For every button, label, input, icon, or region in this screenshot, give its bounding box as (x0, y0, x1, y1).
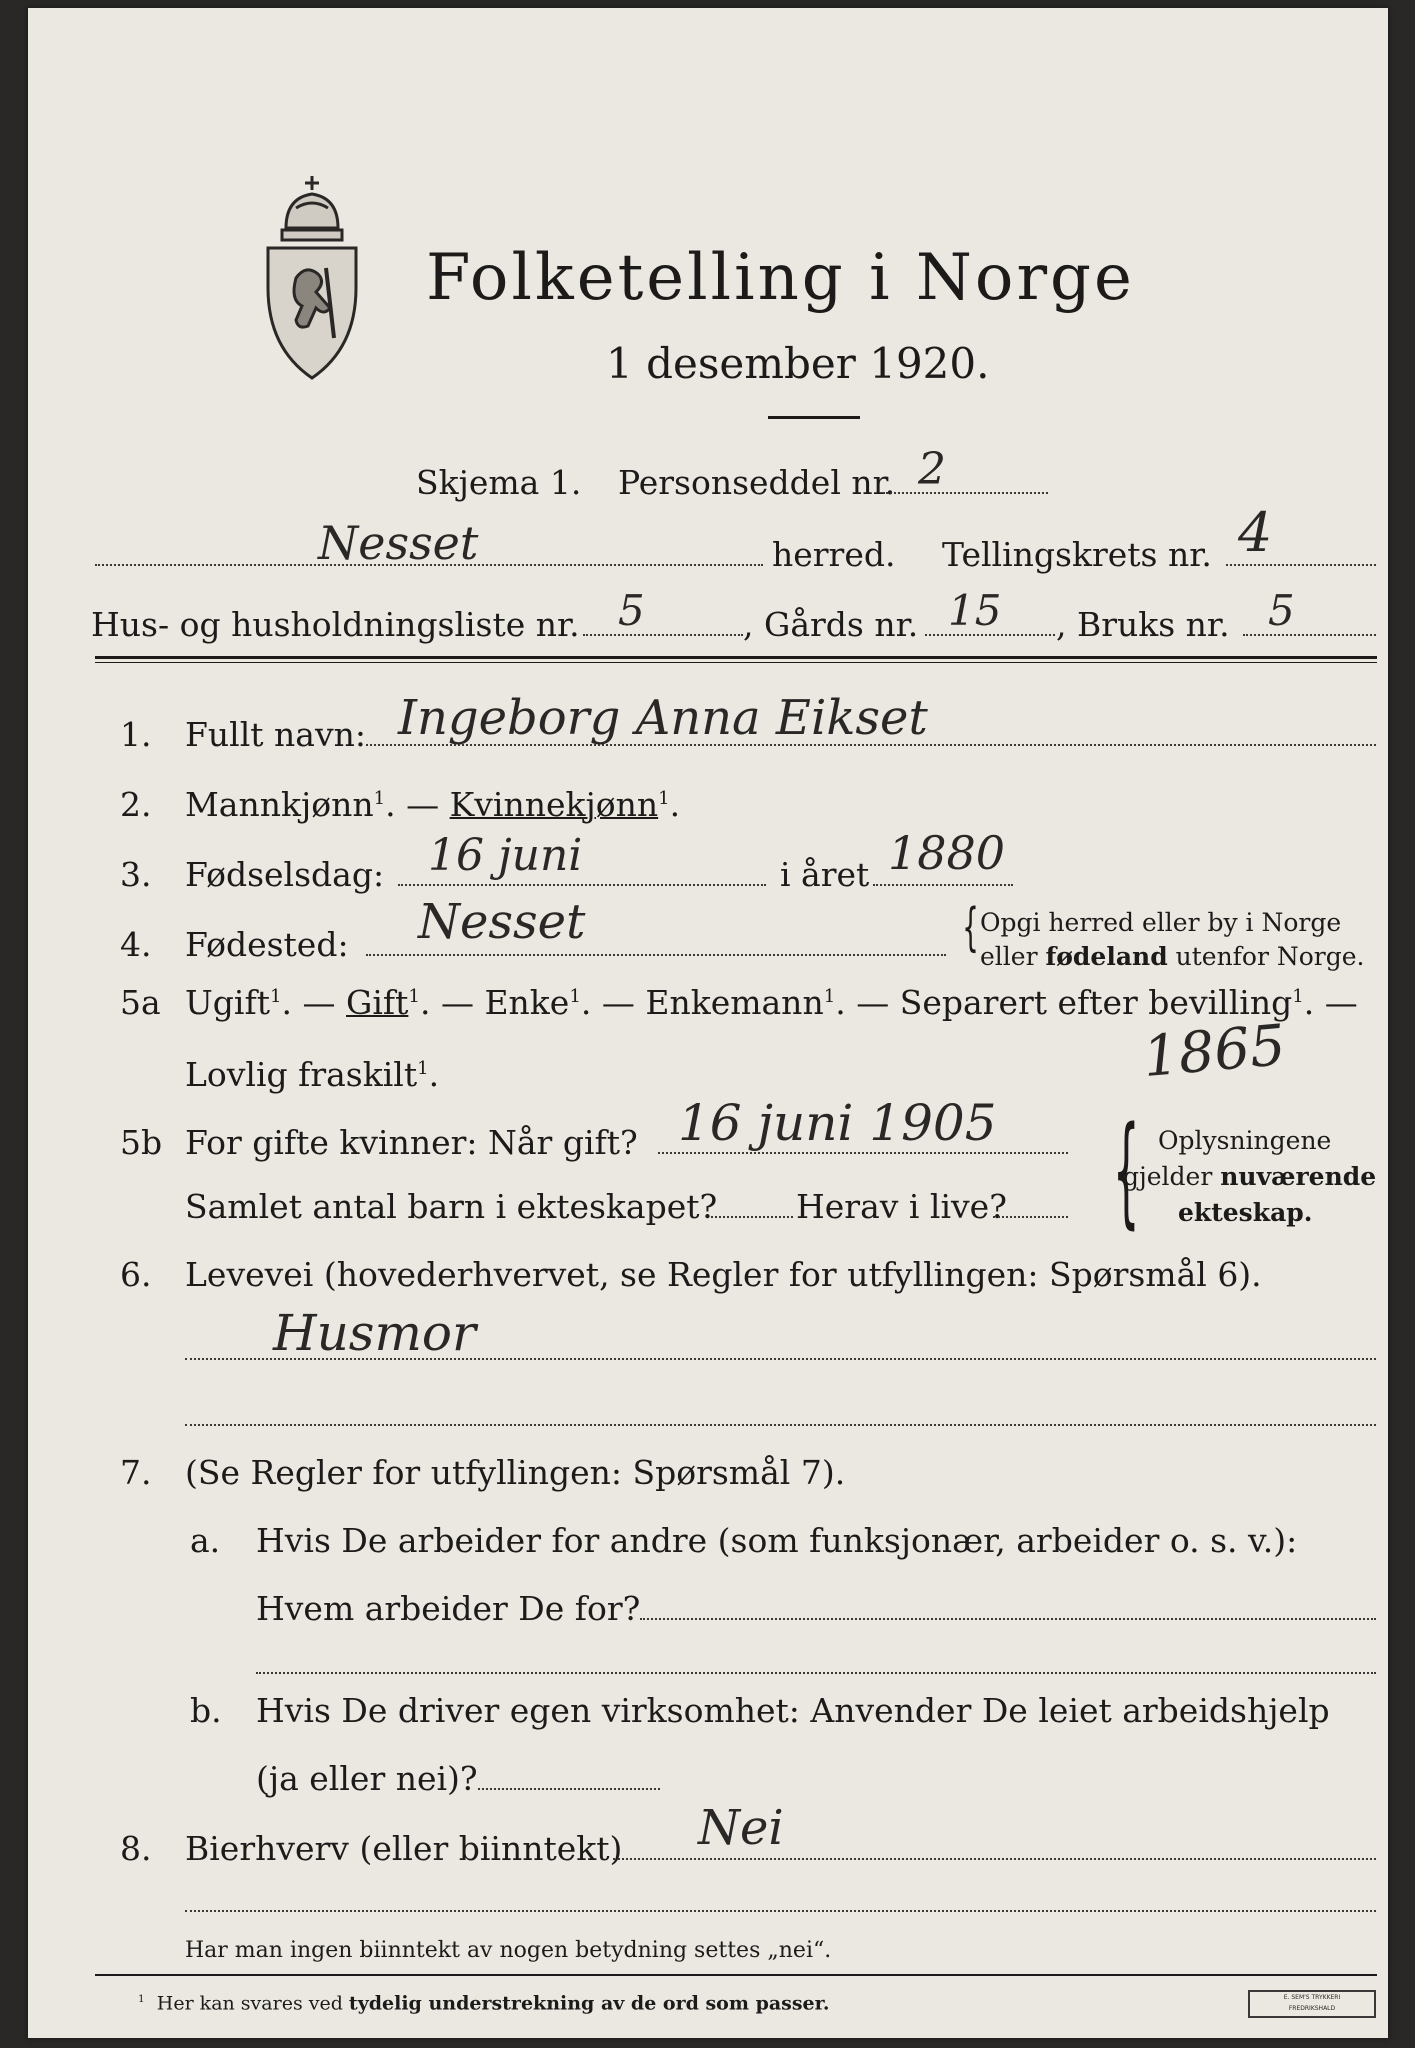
footnote-ref: 1 (569, 986, 581, 1007)
q4-note-pre: eller (980, 942, 1038, 971)
q4-number: 4. (120, 925, 152, 964)
header-divider-thin (95, 662, 1377, 663)
q3-aaret-value[interactable]: 1880 (888, 826, 1006, 880)
q7a-label: Hvis De arbeider for andre (som funksjonær, arbeider o. s. v.): (256, 1521, 1298, 1560)
q5b-note2-bold: nuværende (1220, 1162, 1377, 1191)
q7-label: (Se Regler for utfyllingen: Spørsmål 7). (185, 1453, 846, 1492)
q5a-fraskilt-label: Lovlig fraskilt (185, 1055, 418, 1094)
tellingskrets-line (1226, 564, 1376, 566)
gards-label: , Gårds nr. (743, 605, 919, 644)
q5a-dot: . (835, 983, 846, 1022)
footnote-bold: tydelig understrekning av de ord som passer. (348, 1992, 830, 2015)
q5b-barn-label: Samlet antal barn i ekteskapet? (185, 1187, 718, 1226)
q4-line (366, 954, 946, 956)
census-date: 1 desember 1920. (606, 339, 990, 388)
title-divider (768, 416, 860, 419)
q5a-enkemann[interactable]: — Enkemann (601, 983, 824, 1022)
hus-value[interactable]: 5 (618, 586, 645, 635)
q8-label: Bierhverv (eller biinntekt) (185, 1829, 623, 1868)
tellingskrets-label: Tellingskrets nr. (942, 535, 1212, 574)
footnote-ref: 1 (823, 986, 836, 1007)
footnote-number: 1 (138, 1993, 145, 2005)
q2-end: . (669, 785, 681, 824)
q5a-number: 5a (120, 983, 161, 1022)
q8-line1 (613, 1858, 1376, 1860)
q2-number: 2. (120, 785, 152, 824)
q2-kvinne[interactable]: Kvinnekjønn (449, 785, 659, 824)
q5a-enke[interactable]: — Enke (440, 983, 570, 1022)
q7a-question: Hvem arbeider De for? (256, 1589, 641, 1628)
q7b-line (478, 1788, 660, 1790)
q4-note-line1: Opgi herred eller by i Norge (980, 908, 1342, 937)
header-divider (95, 656, 1377, 659)
q5b-label: For gifte kvinner: Når gift? (185, 1123, 638, 1162)
footnote-ref: 1 (408, 986, 420, 1007)
q5a-separert[interactable]: — Separert efter bevilling (856, 983, 1293, 1022)
q5b-note2-pre: gjelder (1123, 1162, 1213, 1191)
q5b-number: 5b (120, 1123, 163, 1162)
q5b-line (658, 1152, 1068, 1154)
q8-line2 (185, 1910, 1376, 1912)
q5b-barn-line (711, 1216, 793, 1218)
q5b-live-line (993, 1216, 1068, 1218)
q5a-dot: . (419, 983, 431, 1022)
q5b-note1: Oplysningene (1158, 1126, 1332, 1155)
q8-value[interactable]: Nei (698, 1800, 784, 1856)
q5a-gift[interactable]: Gift (346, 983, 409, 1022)
q4-value[interactable]: Nesset (418, 894, 586, 950)
q2-mann[interactable]: Mannkjønn (185, 785, 374, 824)
q2-dash: . (385, 785, 396, 824)
herred-value[interactable]: Nesset (318, 516, 479, 570)
q6-label: Levevei (hovederhvervet, se Regler for utfyllingen: Spørsmål 6). (185, 1255, 1262, 1294)
hus-label: Hus- og husholdningsliste nr. (91, 605, 580, 644)
q5b-brace: { (1112, 1102, 1140, 1241)
q4-label: Fødested: (185, 925, 349, 964)
q5a-dot: . (580, 983, 592, 1022)
herred-line (95, 564, 763, 566)
q1-value[interactable]: Ingeborg Anna Eikset (398, 690, 928, 746)
q1-number: 1. (120, 715, 152, 754)
footer-divider (95, 1974, 1377, 1976)
q3-aaret-line (873, 884, 1013, 886)
q7b-question: (ja eller nei)? (256, 1759, 478, 1798)
footnote-ref: 1 (417, 1058, 429, 1079)
q7a-line1 (640, 1618, 1376, 1620)
q6-value[interactable]: Husmor (273, 1304, 476, 1362)
census-form (28, 8, 1388, 2038)
q3-aaret-label: i året (780, 855, 870, 894)
gards-value[interactable]: 15 (948, 586, 1002, 635)
q5a-options[interactable] (185, 983, 1358, 1022)
personseddel-value[interactable]: 2 (918, 444, 946, 495)
q5a-dot: . (428, 1055, 440, 1094)
q5b-value[interactable]: 16 juni 1905 (678, 1094, 997, 1152)
q4-note-bold: fødeland (1045, 942, 1168, 971)
q5a-end-dash: — (1324, 983, 1358, 1022)
q3-line (398, 884, 766, 886)
q4-note-post: utenfor Norge. (1175, 942, 1365, 971)
q3-number: 3. (120, 855, 152, 894)
herred-label: herred. (772, 535, 896, 574)
q4-brace: { (962, 898, 979, 958)
hus-line (583, 634, 743, 636)
bruks-line (1243, 634, 1376, 636)
bruks-value[interactable]: 5 (1268, 586, 1295, 635)
q6-line1 (185, 1358, 1376, 1360)
skjema-label: Skjema 1. (416, 463, 582, 502)
personseddel-line (883, 492, 1048, 494)
stamp-line1: E. SEM'S TRYKKERI (1283, 1994, 1341, 2001)
footnote-ref: 1 (269, 986, 282, 1007)
q5b-note2 (1123, 1164, 1376, 1189)
q5a-dot: . (1303, 983, 1315, 1022)
q5a-dash: — (302, 983, 336, 1022)
coat-of-arms-icon (256, 168, 368, 388)
q1-label: Fullt navn: (185, 715, 366, 754)
footnote-ref: 1 (658, 788, 670, 809)
footnote (138, 1994, 830, 2013)
tellingskrets-value[interactable]: 4 (1238, 501, 1273, 564)
q7a-line2 (256, 1672, 1376, 1674)
q6-line2 (185, 1424, 1376, 1426)
stamp-line2: FREDRIKSHALD (1288, 2005, 1336, 2012)
form-title: Folketelling i Norge (426, 241, 1135, 315)
q8-number: 8. (120, 1829, 152, 1868)
q5a-fraskilt[interactable] (185, 1055, 440, 1094)
q7b-letter: b. (190, 1691, 222, 1730)
footer-note: Har man ingen biinntekt av nogen betydning settes „nei“. (185, 1938, 832, 1963)
q7b-label: Hvis De driver egen virksomhet: Anvender De leiet arbeidshjelp (256, 1691, 1330, 1730)
q3-label: Fødselsdag: (185, 855, 385, 894)
q5a-dot: . (281, 983, 293, 1022)
q7a-letter: a. (190, 1521, 221, 1560)
q2-separator: — (406, 785, 440, 824)
q4-note-line2 (980, 944, 1365, 969)
q5a-ugift[interactable]: Ugift (185, 983, 270, 1022)
footnote-ref: 1 (373, 788, 386, 809)
q7-number: 7. (120, 1453, 152, 1492)
footnote-pre: Her kan svares ved (156, 1992, 343, 2015)
personseddel-label: Personseddel nr. (618, 463, 896, 502)
q3-value[interactable]: 16 juni (428, 830, 583, 881)
q6-number: 6. (120, 1255, 152, 1294)
q2-options[interactable] (185, 785, 681, 824)
margin-note: 1865 (1140, 1012, 1289, 1091)
footnote-ref: 1 (1292, 986, 1304, 1007)
printer-stamp (1248, 1990, 1376, 2018)
bruks-label: , Bruks nr. (1056, 605, 1230, 644)
q5b-live-label: Herav i live? (796, 1187, 1007, 1226)
q5b-note3: ekteskap. (1178, 1198, 1313, 1227)
